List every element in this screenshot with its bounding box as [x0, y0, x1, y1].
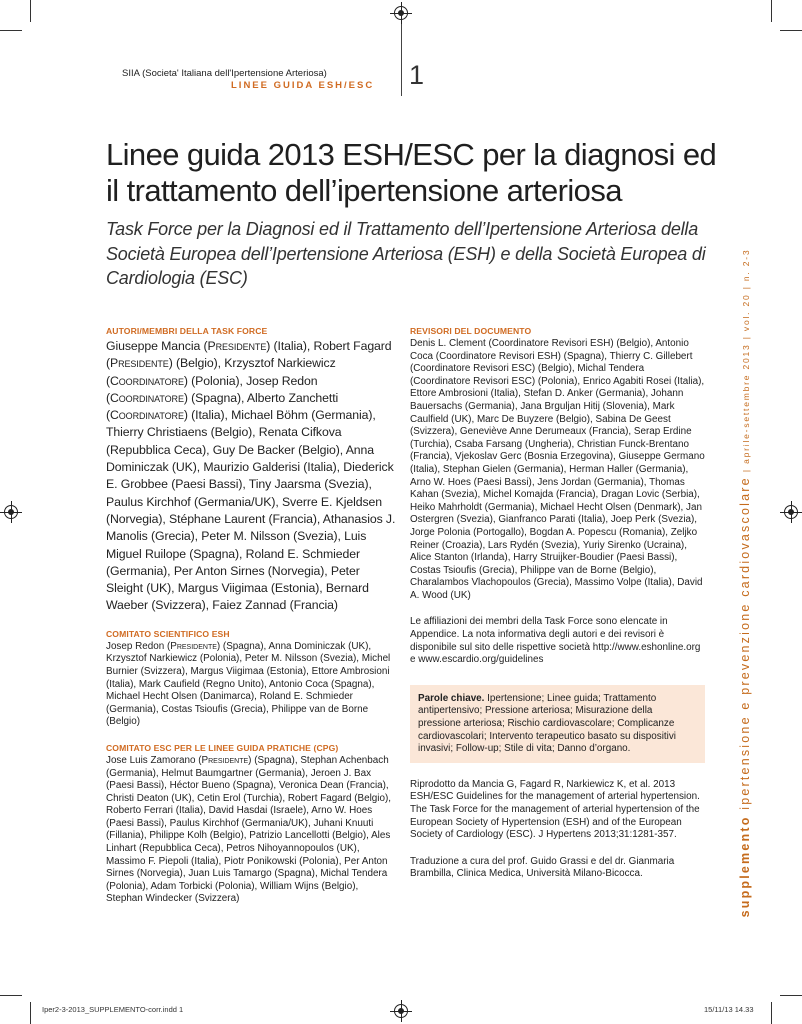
affiliations-note: Le affiliazioni dei membri della Task Force sono elencate in Appendice. La nota informativa degli autori e dei revisori è disponibile sul sito delle rispettive società http://www.eshonline.org e www.escardio.org/guidelines — [410, 616, 701, 666]
sidebar-issue: | aprile-settembre 2013 | vol. 20 | n. 2-3 — [741, 248, 751, 477]
reviewers-heading: REVISORI DEL DOCUMENTO — [410, 326, 532, 336]
crop-mark — [30, 1002, 31, 1024]
scientific-committee-heading: COMITATO SCIENTIFICO ESH — [106, 628, 230, 639]
crop-mark — [30, 0, 31, 22]
left-column — [106, 326, 396, 920]
cpg-committee-heading: COMITATO ESC PER LE LINEE GUIDA PRATICHE (CPG) — [106, 742, 339, 753]
crop-mark — [0, 995, 22, 996]
page-title: Linee guida 2013 ESH/ESC per la diagnosi ed il trattamento dell’ipertensione arteriosa — [106, 137, 717, 208]
registration-mark-icon — [394, 1004, 408, 1018]
registration-mark-icon — [4, 505, 18, 519]
keywords-box — [410, 685, 705, 763]
registration-mark-icon — [784, 505, 798, 519]
crop-mark — [780, 995, 802, 996]
header-divider — [401, 24, 402, 96]
footer-date: 15/11/13 14.33 — [704, 1005, 754, 1014]
reproduction-note: Riprodotto da Mancia G, Fagard R, Narkiewicz K, et al. 2013 ESH/ESC Guidelines for the management of arterial hypertension. The Task Force for the management of arterial hypertension of the European Society of Hypertension (ESH) and of the European Society of Cardiology (ESC). J Hypertens 2013;31:1281-357. — [410, 778, 700, 841]
section-label: LINEE GUIDA ESH/ESC — [231, 80, 375, 91]
sidebar-journal: ipertensione e prevenzione cardiovascolare — [738, 476, 752, 816]
sidebar-supplement: supplemento — [738, 815, 752, 918]
page-subtitle: Task Force per la Diagnosi ed il Trattamento dell’Ipertensione Arteriosa della Società Europea dell’Ipertensione Arteriosa (ESH) e della Società Europea di Cardiologia (ESC) — [106, 219, 706, 288]
keywords-text: Ipertensione; Linee guida; Trattamento antipertensivo; Pressione arteriosa; Misurazione della pressione arteriosa; Rischio cardiovascolare; Complicanze cardiovascolari; Intervento terapeutico basato su dispositivi invasivi; Follow-up; Stile di vita; Danno d’organo. — [418, 692, 676, 755]
crop-mark — [771, 0, 772, 22]
crop-mark — [0, 30, 22, 31]
page-number: 1 — [409, 60, 425, 90]
society-name: SIIA (Societa' Italiana dell'Ipertensione Arteriosa) — [122, 68, 327, 79]
scientific-committee-list: Josep Redon (Presidente) (Spagna), Anna Dominiczak (UK), Krzysztof Narkiewicz (Polonia), Peter M. Nilsson (Svezia), Michel Burnier (Svizzera), Margus Viigimaa (Estonia), Ettore Ambrosioni (Italia), Mark Caufield (Regno Unito), Antonio Coca (Spagna), Michael Hecht Olsen (Danimarca), Roland E. Schmieder (Germania), Costas Tsioufis (Grecia), Philippe van de Borne (Belgio) — [106, 640, 391, 728]
translation-note: Traduzione a cura del prof. Guido Grassi e del dr. Gianmaria Brambilla, Clinica Medica, Università Milano-Bicocca. — [410, 855, 675, 880]
crop-mark — [780, 30, 802, 31]
authors-list: Giuseppe Mancia (Presidente) (Italia), Robert Fagard (Presidente) (Belgio), Krzysztof Narkiewicz (Coordinatore) (Polonia), Josep Redon (Coordinatore) (Spagna), Alberto Zanchetti (Coordinatore) (Italia), Michael Böhm (Germania), Thierry Christiaens (Belgio), Renata Cifkova (Repubblica Ceca), Guy De Backer (Belgio), Anna Dominiczak (UK), Maurizio Galderisi (Italia), Diederick E. Grobbee (Paesi Bassi), Tiny Jaarsma (Svezia), Paulus Kirchhof (Germania/UK), Sverre E. Kjeldsen (Norvegia), Stéphane Laurent (Francia), Athanasios J. Manolis (Grecia), Peter M. Nilsson (Svezia), Luis Miguel Ruilope (Spagna), Roland E. Schmieder (Germania), Per Anton Sirnes (Norvegia), Peter Sleight (UK), Margus Viigimaa (Estonia), Bernard Waeber (Svizzera), Faiez Zannad (Francia) — [106, 339, 396, 613]
right-column — [410, 326, 705, 895]
crop-mark — [771, 1002, 772, 1024]
cpg-committee-list: Jose Luis Zamorano (Presidente) (Spagna), Stephan Achenbach (Germania), Helmut Baumgartner (Germania), Jeroen J. Bax (Paesi Bassi), Héctor Bueno (Spagna), Veronica Dean (Francia), Christi Deaton (UK), Cetin Erol (Turchia), Robert Fagard (Belgio), Roberto Ferrari (Italia), David Hasdai (Israele), Arno W. Hoes (Paesi Bassi), Paulus Kirchhof (Germania/UK), Juhani Knuuti (Fillania), Philippe Kolh (Belgio), Patrizio Lancellotti (Belgio), Ales Linhart (Repubblica Ceca), Petros Nihoyannopoulos (UK), Massimo F. Piepoli (Italia), Piotr Ponikowski (Polonia), Per Anton Sirnes (Norvegia), Juan Luis Tamargo (Spagna), Michal Tendera (Polonia), Adam Torbicki (Polonia), William Wijns (Belgio), Stephan Windecker (Svizzera) — [106, 754, 392, 905]
authors-heading: AUTORI/MEMBRI DELLA TASK FORCE — [106, 326, 268, 336]
reviewers-list: Denis L. Clement (Coordinatore Revisori ESH) (Belgio), Antonio Coca (Coordinatore Revisori ESH) (Spagna), Thierry C. Gillebert (Coordinatore Revisori ESC) (Belgio), Michal Tendera (Coordinatore Revisori ESC) (Polonia), Enrico Agabiti Rosei (Italia), Ettore Ambrosioni (Italia), Stefan D. Anker (Germania), Johann Bauersachs (Germania), Jana Brguljan Hitij (Slovenia), Mark Caulfield (UK), Marc De Buyzere (Belgio), Sabina De Geest (Svizzera), Geneviève Anne Derumeaux (Francia), Serap Erdine (Turchia), Csaba Farsang (Ungheria), Christian Funck-Brentano (Francia), Vjekoslav Gerc (Bosnia Erzegovina), Giuseppe Germano (Italia), Stephan Gielen (Germania), Herman Haller (Germania), Arno W. Hoes (Paesi Bassi), Jens Jordan (Germania), Thomas Kahan (Svezia), Michel Komajda (Francia), Dragan Lovic (Serbia), Heiko Mahrholdt (Germania), Michael Hecht Olsen (Denmark), Jan Ostergren (Svezia), Gianfranco Parati (Italia), Joep Perk (Svezia), Jorge Polonia (Portogallo), Bogdan A. Popescu (Romania), Zeljko Reiner (Croazia), Lars Rydén (Svezia), Yuriy Sirenko (Ucraina), Alice Stanton (Irlanda), Harry Struijker-Boudier (Paesi Bassi), Costas Tsioufis (Grecia), Philippe van de Borne (Belgio), Charalambos Vlachopoulos (Grecia), Massimo Volpe (Italia), David A. Wood (UK) — [410, 338, 705, 601]
footer-filename: Iper2-3-2013_SUPPLEMENTO-corr.indd 1 — [42, 1005, 184, 1014]
registration-mark-icon — [394, 6, 408, 20]
journal-sidebar — [734, 238, 756, 928]
keywords-label: Parole chiave. — [418, 692, 485, 704]
